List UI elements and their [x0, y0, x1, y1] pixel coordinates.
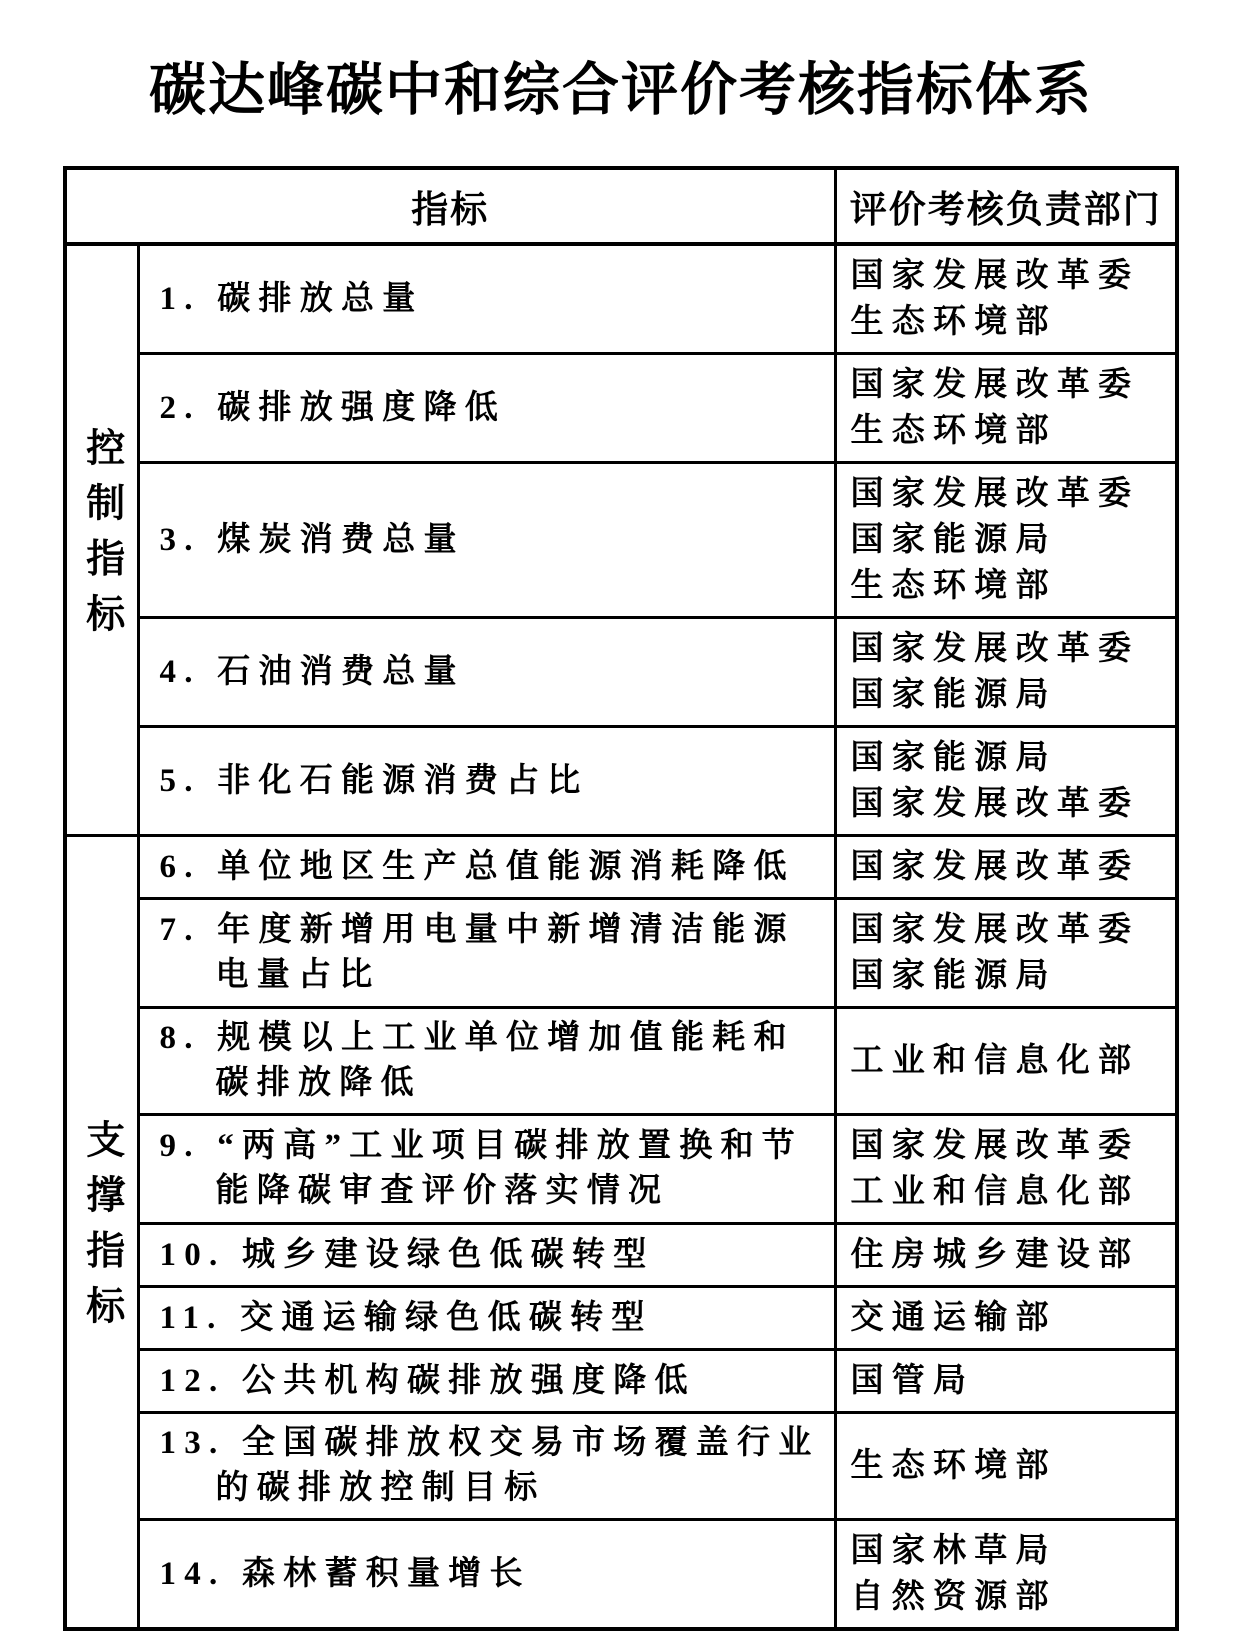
table-row: [65, 1520, 1177, 1630]
department-cell: [835, 244, 1177, 354]
indicator-text: 10. 城乡建设绿色低碳转型: [159, 1236, 655, 1273]
table-row: [65, 1008, 1177, 1115]
department-name: 交通运输部: [850, 1300, 1057, 1336]
department-cell: [835, 1520, 1177, 1630]
indicator-text: 1. 碳排放总量: [159, 280, 424, 317]
department-name: 工业和信息化部: [850, 1174, 1140, 1210]
indicator-cell: [138, 1008, 835, 1115]
indicator-cell: [138, 1224, 835, 1287]
document-page: [0, 44, 1242, 1627]
indicator-text: 8. 规模以上工业单位增加值能耗和碳排放降低: [159, 1020, 795, 1101]
table-row: [65, 1413, 1177, 1520]
group-cell-support: [65, 836, 138, 1630]
table-row: [65, 618, 1177, 727]
department-name: 国管局: [850, 1363, 975, 1399]
department-name: 国家能源局: [850, 958, 1057, 994]
department-name: 住房城乡建设部: [850, 1237, 1140, 1273]
table-row: [65, 1287, 1177, 1350]
department-cell: [835, 727, 1177, 836]
table-row: [65, 727, 1177, 836]
indicator-cell: [138, 244, 835, 354]
indicator-cell: [138, 1413, 835, 1520]
table-row: [65, 1224, 1177, 1287]
indicator-cell: [138, 463, 835, 618]
group-cell-control: [65, 244, 138, 836]
group-label-control: 控制指标: [80, 426, 124, 649]
table-row: [65, 244, 1177, 354]
indicator-text: 5. 非化石能源消费占比: [159, 762, 589, 799]
department-cell: [835, 1413, 1177, 1520]
table-row: [65, 463, 1177, 618]
indicator-text: 9. “两高”工业项目碳排放置换和节能降碳审查评价落实情况: [159, 1128, 803, 1209]
table-row: [65, 1350, 1177, 1413]
indicator-text: 7. 年度新增用电量中新增清洁能源电量占比: [159, 912, 795, 993]
header-row: [65, 168, 1177, 244]
department-name: 国家能源局: [850, 740, 1057, 776]
department-name: 生态环境部: [850, 413, 1057, 449]
indicator-text: 4. 石油消费总量: [159, 653, 465, 690]
department-name: 生态环境部: [850, 1448, 1057, 1484]
header-department: 评价考核负责部门: [835, 168, 1177, 244]
indicator-text: 6. 单位地区生产总值能源消耗降低: [159, 848, 795, 885]
department-name: 生态环境部: [850, 568, 1057, 604]
department-name: 国家发展改革委: [850, 258, 1140, 294]
indicator-cell: [138, 836, 835, 899]
indicator-cell: [138, 618, 835, 727]
department-cell: [835, 1008, 1177, 1115]
department-name: 自然资源部: [850, 1579, 1057, 1615]
indicator-text: 3. 煤炭消费总量: [159, 521, 465, 558]
table-header: [65, 168, 1177, 244]
indicator-cell: [138, 1520, 835, 1630]
indicator-text: 12. 公共机构碳排放强度降低: [159, 1362, 696, 1399]
indicator-cell: [138, 1287, 835, 1350]
department-name: 国家能源局: [850, 522, 1057, 558]
department-cell: [835, 463, 1177, 618]
department-cell: [835, 1115, 1177, 1224]
table-row: [65, 1115, 1177, 1224]
department-name: 国家发展改革委: [850, 786, 1140, 822]
department-name: 国家能源局: [850, 677, 1057, 713]
department-name: 国家发展改革委: [850, 631, 1140, 667]
indicator-cell: [138, 1350, 835, 1413]
department-cell: [835, 354, 1177, 463]
department-name: 国家发展改革委: [850, 1128, 1140, 1164]
indicator-table: [63, 166, 1179, 1631]
indicator-cell: [138, 1115, 835, 1224]
department-name: 生态环境部: [850, 304, 1057, 340]
table-row: [65, 899, 1177, 1008]
department-cell: [835, 618, 1177, 727]
indicator-cell: [138, 899, 835, 1008]
indicator-text: 2. 碳排放强度降低: [159, 389, 506, 426]
department-name: 国家发展改革委: [850, 476, 1140, 512]
table-body: [65, 244, 1177, 1629]
department-cell: [835, 1287, 1177, 1350]
department-name: 国家林草局: [850, 1533, 1057, 1569]
table-row: [65, 836, 1177, 899]
indicator-cell: [138, 354, 835, 463]
indicator-cell: [138, 727, 835, 836]
indicator-text: 13. 全国碳排放权交易市场覆盖行业的碳排放控制目标: [159, 1425, 820, 1506]
department-cell: [835, 1224, 1177, 1287]
indicator-text: 14. 森林蓄积量增长: [159, 1555, 531, 1592]
department-cell: [835, 836, 1177, 899]
department-name: 国家发展改革委: [850, 912, 1140, 948]
indicator-text: 11. 交通运输绿色低碳转型: [159, 1299, 653, 1336]
header-indicator: 指标: [65, 168, 835, 244]
department-cell: [835, 1350, 1177, 1413]
department-name: 工业和信息化部: [850, 1043, 1140, 1079]
table-row: [65, 354, 1177, 463]
page-title: 碳达峰碳中和综合评价考核指标体系: [149, 59, 1093, 122]
group-label-support: 支撑指标: [80, 1118, 124, 1341]
department-cell: [835, 899, 1177, 1008]
department-name: 国家发展改革委: [850, 849, 1140, 885]
department-name: 国家发展改革委: [850, 367, 1140, 403]
